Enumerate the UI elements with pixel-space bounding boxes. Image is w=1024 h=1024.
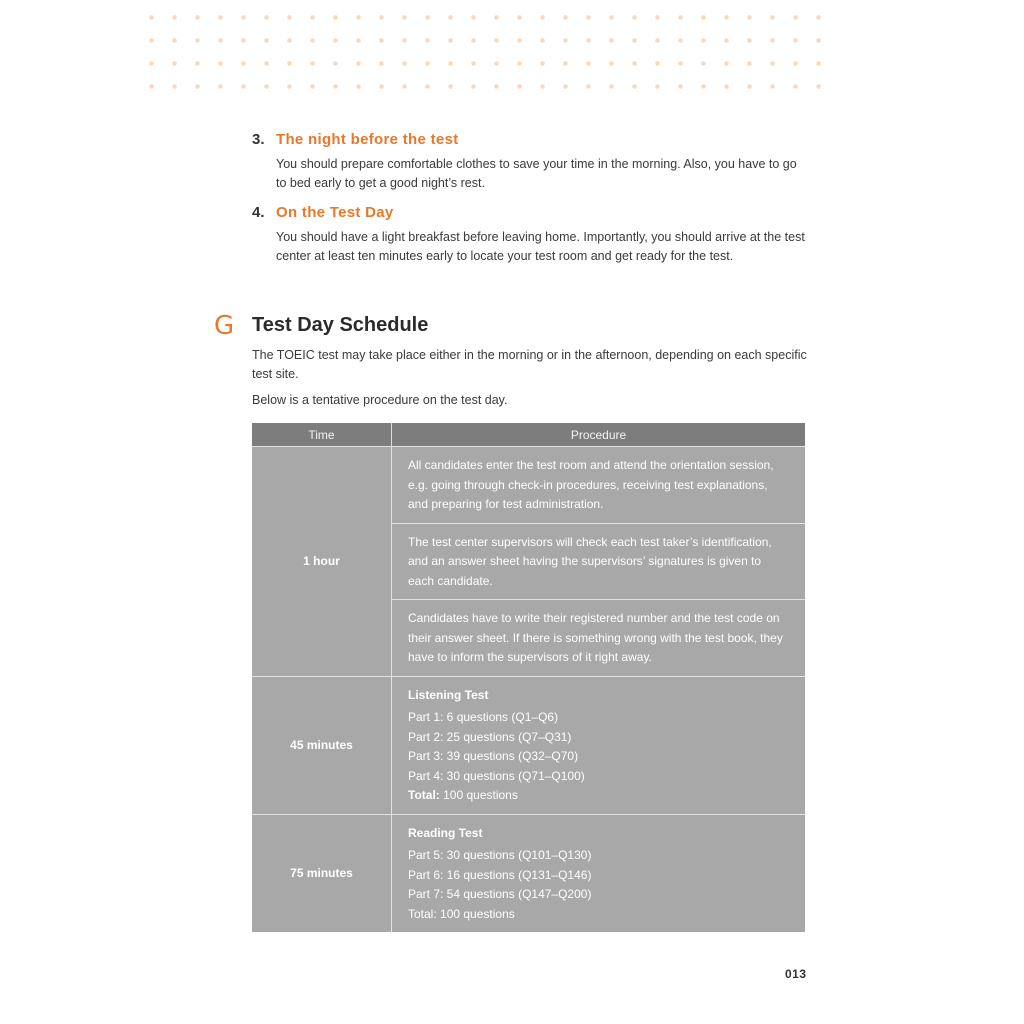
part-line: Part 7: 54 questions (Q147–Q200) xyxy=(408,887,592,901)
total-line xyxy=(408,786,789,806)
time-cell: 75 minutes xyxy=(252,814,392,932)
section-title: Test Day Schedule xyxy=(252,314,429,336)
total-value: 100 questions xyxy=(443,788,518,802)
item-number: 3. xyxy=(252,131,265,148)
table-row xyxy=(252,814,805,932)
section-letter: G xyxy=(214,311,235,341)
tip-item-night-before xyxy=(252,131,808,201)
section-intro: The TOEIC test may take place either in the morning or in the afternoon, depending on each specific test site. xyxy=(252,348,807,381)
table-row xyxy=(252,447,805,524)
time-cell: 1 hour xyxy=(252,447,392,677)
item-number: 4. xyxy=(252,204,265,221)
section-note: Below is a tentative procedure on the test day. xyxy=(252,393,508,407)
time-cell: 45 minutes xyxy=(252,676,392,814)
part-line: Part 5: 30 questions (Q101–Q130) xyxy=(408,848,592,862)
total-label: Total: xyxy=(408,788,440,802)
procedure-cell xyxy=(392,814,806,932)
procedure-cell: Candidates have to write their registered number and the test code on their answer sheet. If there is something wrong with the test book, they have to inform the supervisors of it right away. xyxy=(392,600,806,677)
page-number: 013 xyxy=(785,967,807,981)
item-heading: On the Test Day xyxy=(276,204,394,221)
reading-test-label: Reading Test xyxy=(408,825,483,840)
procedure-cell: The test center supervisors will check each test taker’s identification, and an answer sheet having the supervisors’ signatures is given to each candidate. xyxy=(392,523,806,600)
column-header-procedure: Procedure xyxy=(392,423,806,447)
part-line: Part 1: 6 questions (Q1–Q6) xyxy=(408,710,559,724)
tip-item-test-day xyxy=(252,204,808,294)
procedure-cell xyxy=(392,676,806,814)
item-heading: The night before the test xyxy=(276,131,459,148)
total-value: 100 questions xyxy=(440,906,515,921)
test-day-schedule-table xyxy=(252,423,805,932)
table-row xyxy=(252,676,805,814)
part-line: Part 4: 30 questions (Q71–Q100) xyxy=(408,768,585,783)
part-line: Part 6: 16 questions (Q131–Q146) xyxy=(408,867,592,882)
procedure-cell: All candidates enter the test room and attend the orientation session, e.g. going through check-in procedures, receiving test explanations, and preparing for test administration. xyxy=(392,447,806,524)
part-line: Part 2: 25 questions (Q7–Q31) xyxy=(408,729,572,744)
column-header-time: Time xyxy=(252,423,392,447)
part-line: Part 3: 39 questions (Q32–Q70) xyxy=(408,749,579,763)
table-header-row xyxy=(252,423,805,447)
item-body: You should have a light breakfast before leaving home. Importantly, you should arrive at the test center at least ten minutes early to locate your test room and get ready for the test. xyxy=(276,230,805,263)
total-line xyxy=(408,905,789,925)
listening-test-label: Listening Test xyxy=(408,687,489,702)
total-label: Total: xyxy=(408,906,437,921)
item-body: You should prepare comfortable clothes to save your time in the morning. Also, you have to go to bed early to get a good night’s rest. xyxy=(276,157,797,190)
decorative-dot-pattern xyxy=(136,0,826,92)
